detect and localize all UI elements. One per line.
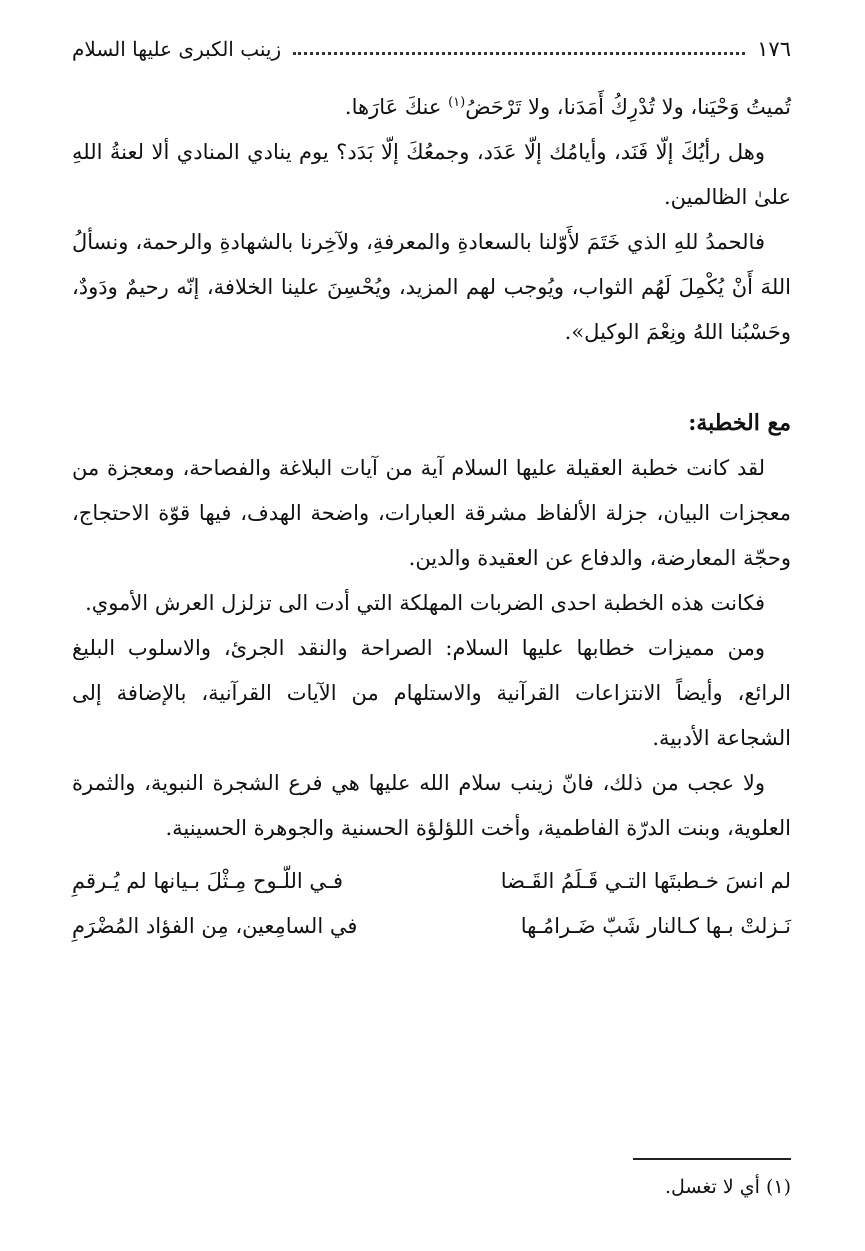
verse-line-2 <box>72 904 791 949</box>
footnote-ref[interactable]: (١) <box>448 95 466 110</box>
verse-2-first-hemistich: نَـزلتْ بـها كـالنار شَبّ ضَـرامُـها <box>520 914 791 938</box>
paragraph-3: فالحمدُ للهِ الذي خَتَمَ لأَوّلنا بالسعادةِ والمعرفةِ، ولآخِرنا بالشهادةِ والرحمة، ونسألُ اللهَ أَنْ يُكْمِلَ لَهُم الثواب، ويُوجب لهم المزيد، ويُحْسِنَ علينا الخلافة، إنّه رحيمٌ ودَودٌ، وحَسْبُنا اللهُ ونِعْمَ الوكيل». <box>72 230 791 344</box>
paragraph-5: فكانت هذه الخطبة احدى الضربات المهلكة التي أدت الى تزلزل العرش الأموي. <box>85 591 765 615</box>
verse-1-second-hemistich: فـي اللّـوح مِـثْلَ بـيانها لم يُـرقمِ <box>72 869 344 893</box>
header-dot-leader <box>293 52 745 55</box>
paragraph-1-text: تُميتُ وَحْيَنا، ولا تُدْرِكُ أَمَدَنا، ولا تَرْحَضُ <box>465 95 791 119</box>
paragraph-1 <box>72 80 791 130</box>
page-body <box>72 80 791 949</box>
verse-2-second-hemistich: في السامِعين، مِن الفؤاد المُضْرَمِ <box>72 914 358 938</box>
running-header <box>72 34 791 64</box>
section-heading: مع الخطبة: <box>688 410 791 436</box>
footnote-separator <box>633 1158 791 1160</box>
paragraph-6: ومن مميزات خطابها عليها السلام: الصراحة والنقد الجرئ، والاسلوب البليغ الرائع، وأيضاً الانتزاعات القرآنية والاستلهام من الآيات القرآنية، بالإضافة إلى الشجاعة الأدبية. <box>72 636 791 750</box>
paragraph-7: ولا عجب من ذلك، فانّ زينب سلام الله عليها هي فرع الشجرة النبوية، والثمرة العلوية، وبنت الدرّة الفاطمية، وأخت اللؤلؤة الحسنية والجوهرة الحسينية. <box>72 771 791 840</box>
verse-1-first-hemistich: لم انسَ خـطبتَها التـي قَـلَمُ القَـضا <box>500 869 791 893</box>
paragraph-4: لقد كانت خطبة العقيلة عليها السلام آية من آيات البلاغة والفصاحة، ومعجزة من معجزات البيان، جزلة الألفاظ مشرقة العبارات، واضحة الهدف، فيها قوّة الاحتجاج، وحجّة المعارضة، والدفاع عن العقيدة والدين. <box>72 456 791 570</box>
verse-line-1 <box>72 859 791 904</box>
page-number: ١٧٦ <box>757 37 791 61</box>
paragraph-2: وهل رأيُكَ إلّا فَنَد، وأيامُك إلّا عَدَد، وجمعُكَ إلّا بَدَد؟ يوم ينادي المنادي ألا لعنةُ اللهِ علىٰ الظالمين. <box>72 140 791 209</box>
footnote: (١) أي لا تغسل. <box>665 1176 791 1198</box>
paragraph-1-end: عنكَ عَارَها. <box>344 95 449 119</box>
running-title: زينب الكبرى عليها السلام <box>72 37 282 61</box>
poem <box>72 859 791 949</box>
